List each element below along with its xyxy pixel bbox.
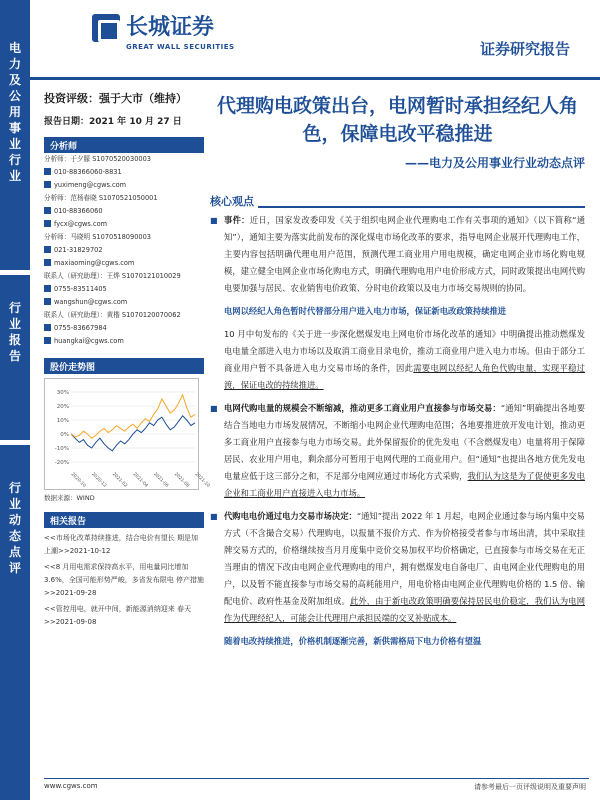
body-paragraph [210,508,585,627]
strip-category-label: 行 业 动 态 点 评 [8,481,21,575]
contact-line [44,205,204,218]
analyst-contacts [44,153,204,348]
contact-text: yuximeng@cgws.com [54,181,127,189]
x-tick-label: 2020-10 [69,471,87,489]
report-type-label: 证券研究报告 [479,40,570,58]
contact-line [44,244,204,257]
x-tick-label: 2021-06 [152,471,170,489]
contact-line [44,218,204,231]
body-paragraph [210,326,585,394]
contact-line [44,283,204,296]
paragraph-text: “通知”明确提出各地要结合当地电力市场发展情况，不断缩小电网企业代理购电范围；各地要推进放开发电计划，推动更多工商业用户直接参与电力市场交易。此外保留报价的优先发电（不含燃煤发电）电量将用于保障居民、农业用户用电，剩余部分可暂用于电网代理的工商业用户。但“通知”也提出各地方优先发电电量应低于这三部分之和，不足部分电网应通过市场化方式采购， [224,403,585,481]
key-point-heading: 随着电改持续推进，价格机制逐渐完善，新供需格局下电力价格有望温 [224,636,482,646]
paragraph-underlined: 我们认为这是为了促使更多发电企业和工商业用户直接进入电力市场。 [224,471,585,498]
contact-line [44,257,204,270]
contact-line [44,322,204,335]
logo-name-cn: 长城证券 [126,14,215,40]
y-tick-label: -10% [54,446,69,452]
contact-text: 分析师：于夕朦 S1070520030003 [44,155,151,163]
key-point-heading: 电网以经纪人角色暂时代替部分用户进入电力市场，保证新电改政策持续推进 [224,306,507,316]
contact-text: 0755-83511405 [54,285,107,293]
contact-icon [44,259,51,266]
paragraph-lead: 代购电电价通过电力交易市场决定： [224,511,357,521]
contact-text: fycx@cgws.com [54,220,108,228]
contact-text: 010-88366060-8831 [54,168,122,176]
contact-text: 联系人（研究助理）：王烨 S1070121010029 [44,272,181,280]
series-line [71,416,195,451]
series-line [71,395,195,438]
contact-icon [44,298,51,305]
contact-line [44,270,204,283]
contact-text: huangkai@cgws.com [54,337,124,345]
contact-line [44,309,204,322]
contact-text: 0755-83667984 [54,324,107,332]
y-tick-label: 0% [60,432,69,438]
strip-divider [0,270,30,275]
paragraph-text: 近日，国家发改委印发《关于组织电网企业代理购电工作有关事项的通知》（以下简称“通知”），通知主要为落实此前发布的深化煤电市场化改革的要求，指导电网企业展开代理购电工作，主要内容包括明确代理电用户范围，预测代理工商业用户用电规模，确定电网企业市场化购电规模，建立健全电网企业市场化购电方式，明确代理购电用户电价形成方式，同时政策提出电网代购电要加强与居民、农业销售电价政策、分时电价政策以及电力市场交易规则的协同。 [224,215,585,293]
related-report-link[interactable]: <<市场化改革持续推进，结合电价有望长 期是加上潮>>2021-10-12 [44,534,198,555]
page-header [30,0,600,80]
contact-line [44,296,204,309]
contact-line [44,192,204,205]
related-reports-heading: 相关报告 [44,512,204,528]
report-body [210,212,585,772]
contact-line [44,166,204,179]
strip-divider [0,440,30,445]
event-paragraph [210,212,585,297]
contact-text: 021-31829702 [54,246,103,254]
y-tick-label: 30% [56,390,69,396]
logo-icon [92,14,120,42]
y-tick-label: 20% [56,404,69,410]
contact-icon [44,181,51,188]
paragraph-underlined: 需要电网以经纪人角色代购电量，实现平稳过渡，保证电改的持续推进。 [224,363,585,390]
y-tick-label: 10% [56,418,69,424]
info-column [44,86,211,632]
contact-text: 010-88366060 [54,207,103,215]
price-chart-svg [45,379,211,491]
paragraph-text: 10 月中旬发布的《关于进一步深化燃煤发电上网电价市场化改革的通知》中明确提出推动燃煤发电电量全部进入电力市场以及取消工商业目录电价，推动工商业用户进入电力市场。但由于部分工商业用户暂不具备进入电力交易市场的条件，因此 [224,329,585,373]
price-chart [44,378,211,490]
contact-line [44,179,204,192]
report-subtitle: ——电力及公用事业行业动态点评 [404,156,585,170]
contact-text: 分析师：范杨春晓 S1070521050001 [44,194,158,202]
investment-rating: 投资评级：强于大市（维持） [44,92,187,105]
x-tick-label: 2021-10 [193,471,211,489]
price-chart-heading: 股价走势图 [44,358,204,374]
x-tick-label: 2020-12 [90,471,108,489]
contact-text: 联系人（研究助理）：黄楷 S1070120070062 [44,311,181,319]
related-report-link[interactable]: <<8 月用电需求保持高水平，用电量同比增加 3.6%，全国可能形势严峻，多省发布限电 停产措施>>2021-09-28 [44,563,205,597]
footer-disclaimer: 请参考最后一页评级说明及重要声明 [474,783,586,791]
paragraph-underlined: 此外，由于新电改政策明确要保持居民电价稳定，我们认为电网作为代理经纪人，可能会让代理用户承担民端的交叉补贴成本。 [224,596,585,623]
contact-text: wangshun@cgws.com [54,298,128,306]
paragraph-lead: 电网代购电量的规模会不断缩减，推动更多工商业用户直接参与市场交易： [224,403,501,413]
related-report-link[interactable]: <<管控用电，就开中间，新能源消纳迎来 春天>>2021-09-08 [44,605,191,626]
contact-icon [44,246,51,253]
contact-text: 分析师：马晓明 S1070518090003 [44,233,151,241]
contact-icon [44,324,51,331]
logo-name-en: GREAT WALL SECURITIES [126,43,235,51]
y-tick-label: -20% [54,460,69,466]
contact-line [44,153,204,166]
report-title: 代理购电政策出台，电网暂时承担经纪人角色，保障电改平稳推进 [216,95,578,145]
data-source: 数据来源：WIND [44,494,95,502]
body-paragraph [210,400,585,502]
paragraph-text: “通知”提出 2022 年 1 月起，电网企业通过参与场内集中交易方式（不含撮合交易）代理购电，以报量不报价方式、作为价格接受者参与市场出清，其中采取挂牌交易方式的，价格继续按当月月度集中竞价交易加权平均价格确定，已直接参与市场交易在无正当理由的情况下改由电网企业代理购电的用户，拥有燃煤发电自备电厂、由电网企业代理购电的用户，以及暂不能直接参与市场交易的高耗能用户，用电价格由电网企业代理购电价格的 1.5 倍、输配电价、政府性基金及附加组成。 [224,511,585,606]
contact-line [44,231,204,244]
footer-url[interactable]: www.cgws.com [44,782,98,790]
analysts-heading: 分析师 [44,137,204,153]
report-date: 报告日期：2021 年 10 月 27 日 [44,117,182,127]
strip-industry-label: 电 力 及 公 用 事 业 行 业 [8,41,21,183]
company-logo [92,10,235,64]
contact-icon [44,220,51,227]
contact-text: maxiaoming@cgws.com [54,259,135,267]
contact-icon [44,337,51,344]
paragraph-lead: 事件： [224,215,250,225]
side-strip [0,0,30,800]
related-reports-list [44,532,204,629]
strip-report-type-label: 行 业 报 告 [8,301,21,363]
footer-divider [44,778,589,779]
x-tick-label: 2021-02 [110,471,128,489]
core-view-heading [210,190,585,208]
contact-line [44,335,204,348]
x-tick-label: 2021-04 [131,471,149,489]
contact-icon [44,207,51,214]
contact-icon [44,285,51,292]
core-view-label: 核心观点 [210,193,258,211]
contact-icon [44,168,51,175]
x-tick-label: 2021-08 [172,471,190,489]
